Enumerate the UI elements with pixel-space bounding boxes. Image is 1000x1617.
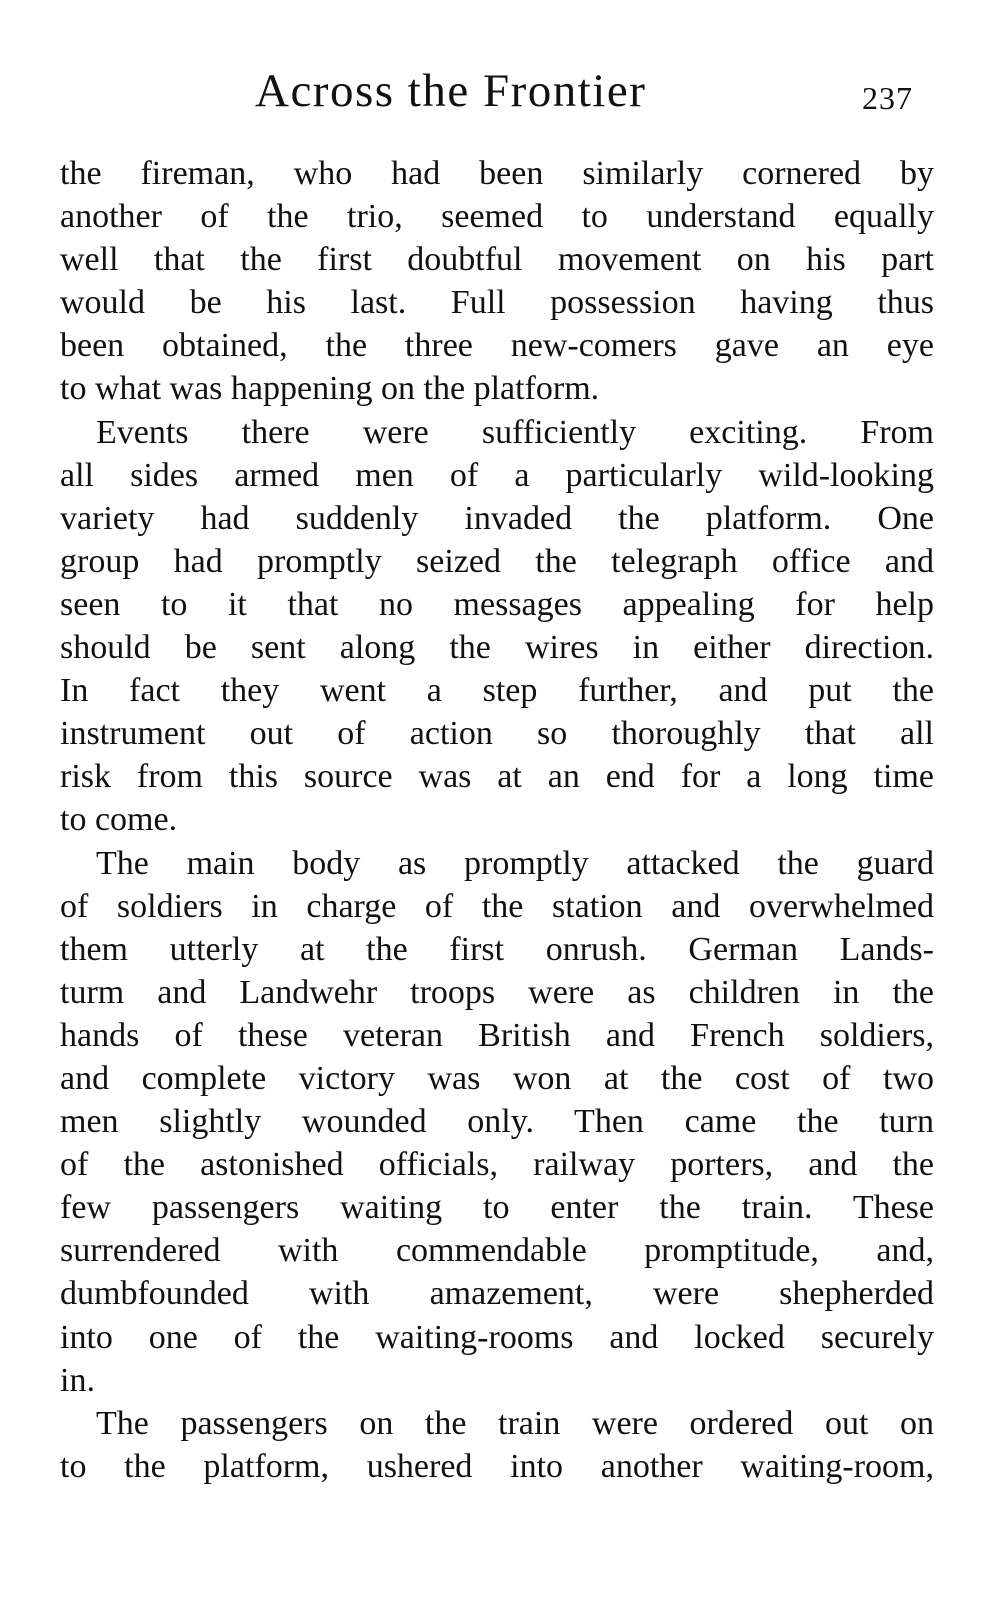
- text-line: few passengers waiting to enter the train. These: [60, 1189, 934, 1227]
- text-line: them utterly at the first onrush. German Lands-: [60, 930, 934, 968]
- text-line: instrument out of action so thoroughly that all: [60, 715, 934, 753]
- text-line: well that the first doubtful movement on his part: [60, 241, 934, 279]
- text-line: and complete victory was won at the cost of two: [60, 1059, 934, 1097]
- running-head: [0, 64, 1000, 134]
- text-line: dumbfounded with amazement, were shepherded: [60, 1275, 934, 1313]
- text-line: The passengers on the train were ordered out on: [96, 1404, 934, 1442]
- text-line: all sides armed men of a particularly wild-looking: [60, 456, 934, 494]
- text-line: should be sent along the wires in either direction.: [60, 629, 934, 667]
- text-line: in.: [60, 1361, 95, 1399]
- page-number: 237: [862, 80, 913, 116]
- text-line: would be his last. Full possession having thus: [60, 284, 934, 322]
- text-line: into one of the waiting-rooms and locked securely: [60, 1318, 934, 1356]
- text-line: of the astonished officials, railway porters, and the: [60, 1146, 934, 1184]
- text-line: another of the trio, seemed to understand equally: [60, 198, 934, 236]
- text-line: to the platform, ushered into another waiting-room,: [60, 1447, 934, 1485]
- running-title: Across the Frontier: [255, 65, 647, 117]
- text-line: variety had suddenly invaded the platform. One: [60, 499, 934, 537]
- paragraph: [60, 1402, 934, 1488]
- text-line: The main body as promptly attacked the guard: [96, 844, 934, 882]
- text-line: men slightly wounded only. Then came the turn: [60, 1103, 934, 1141]
- text-line: In fact they went a step further, and put the: [60, 672, 934, 710]
- paragraph: [60, 152, 934, 411]
- text-line: been obtained, the three new-comers gave an eye: [60, 327, 934, 365]
- text-line: surrendered with commendable promptitude, and,: [60, 1232, 934, 1270]
- paragraph: [60, 842, 934, 1402]
- text-line: to what was happening on the platform.: [60, 370, 600, 408]
- text-line: turm and Landwehr troops were as children in the: [60, 973, 934, 1011]
- text-line: of soldiers in charge of the station and overwhelmed: [60, 887, 934, 925]
- text-line: group had promptly seized the telegraph office and: [60, 542, 934, 580]
- text-line: risk from this source was at an end for a long time: [60, 758, 934, 796]
- text-line: Events there were sufficiently exciting. From: [96, 413, 934, 451]
- text-line: the fireman, who had been similarly cornered by: [60, 155, 934, 192]
- text-line: to come.: [60, 801, 178, 839]
- body-text: [60, 152, 934, 1488]
- text-line: seen to it that no messages appealing for help: [60, 585, 934, 623]
- text-line: hands of these veteran British and French soldiers,: [60, 1016, 934, 1054]
- paragraph: [60, 411, 934, 842]
